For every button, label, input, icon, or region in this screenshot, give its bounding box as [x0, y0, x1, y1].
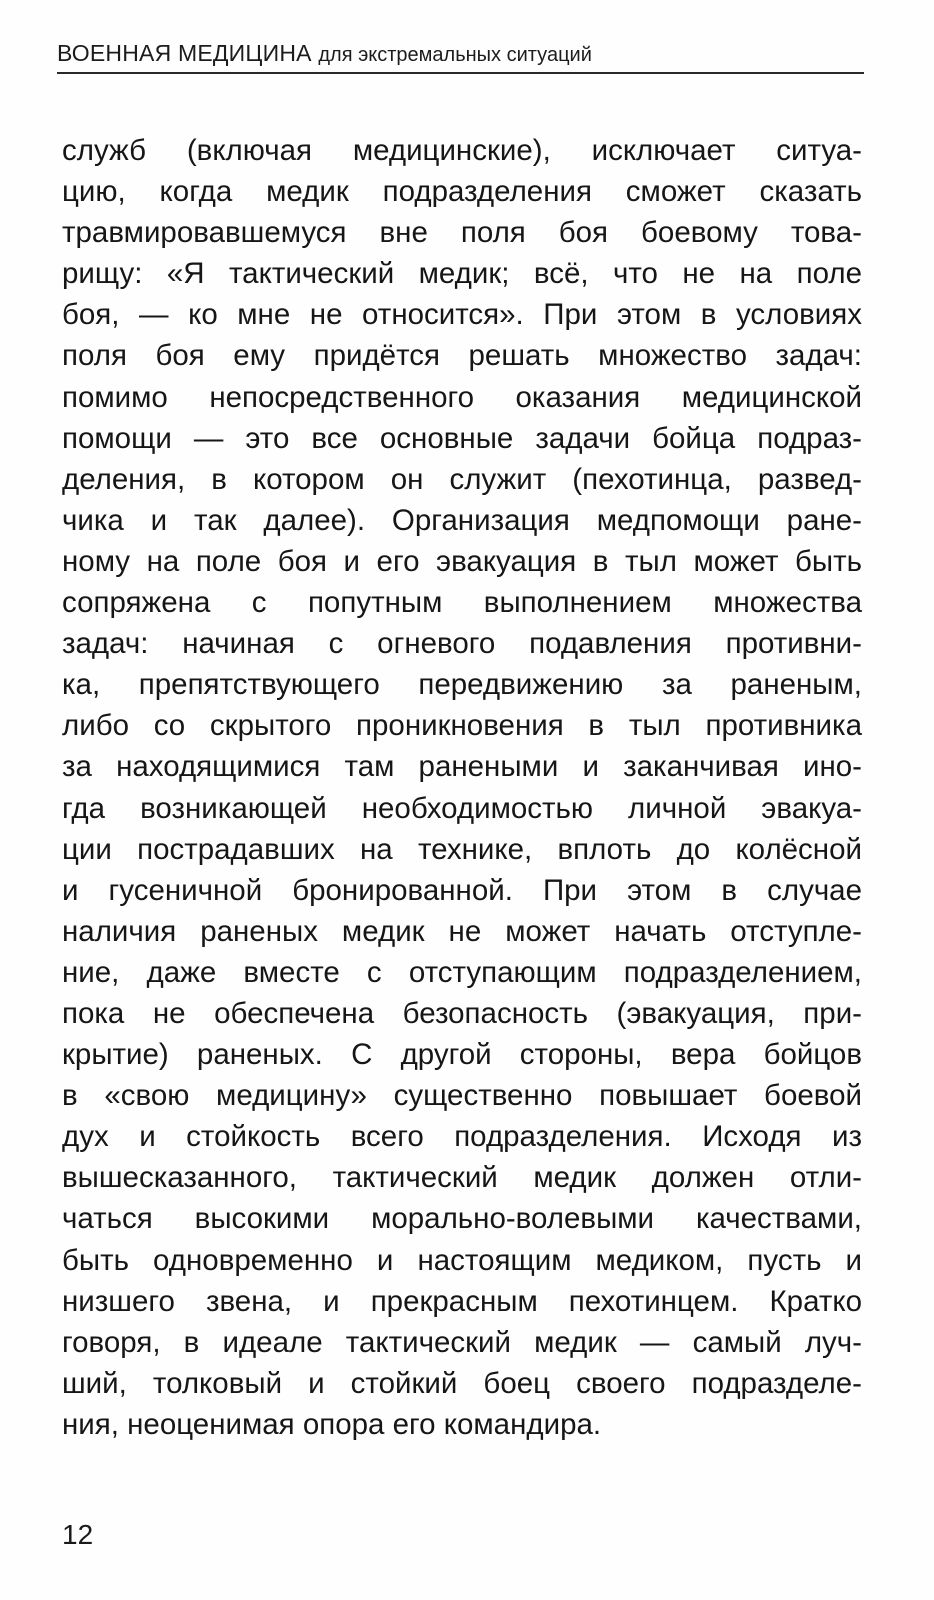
- text-line: служб (включая медицинские), исключает ситуа-: [62, 134, 862, 167]
- text-line: деления, в котором он служит (пехотинца, развед-: [62, 462, 862, 496]
- text-line: рищу: «Я тактический медик; всё, что не на поле: [62, 257, 862, 291]
- running-header: [57, 38, 592, 70]
- text-line: дух и стойкость всего подразделения. Исходя из: [62, 1120, 862, 1154]
- text-line: говоря, в идеале тактический медик — самый луч-: [62, 1325, 862, 1359]
- text-line: задач: начиная с огневого подавления противни-: [62, 627, 862, 661]
- text-line: ший, толковый и стойкий боец своего подразделе-: [62, 1366, 862, 1400]
- text-line: либо со скрытого проникновения в тыл противника: [62, 709, 862, 743]
- body-paragraph: [62, 130, 862, 1445]
- text-line: быть одновременно и настоящим медиком, пусть и: [62, 1243, 862, 1277]
- text-line: травмировавшемуся вне поля боя боевому това-: [62, 216, 862, 250]
- text-line: боя, — ко мне не относится». При этом в условиях: [62, 298, 862, 332]
- text-line: вышесказанного, тактический медик должен отли-: [62, 1161, 862, 1195]
- text-line: пока не обеспечена безопасность (эвакуация, при-: [62, 996, 862, 1030]
- text-line: помощи — это все основные задачи бойца подраз-: [62, 421, 862, 455]
- text-line: сопряжена с попутным выполнением множества: [62, 586, 862, 620]
- header-divider: [57, 72, 864, 74]
- text-line: ции пострадавших на технике, вплоть до колёсной: [62, 832, 862, 866]
- text-line: чаться высокими морально-волевыми качествами,: [62, 1202, 862, 1236]
- text-line: ние, даже вместе с отступающим подразделением,: [62, 955, 862, 989]
- text-line: чика и так далее). Организация медпомощи ране-: [62, 503, 862, 537]
- text-line: за находящимися там ранеными и заканчивая ино-: [62, 750, 862, 784]
- text-line: в «свою медицину» существенно повышает боевой: [62, 1079, 862, 1113]
- header-title-caps: ВОЕННАЯ МЕДИЦИНА: [57, 40, 312, 66]
- text-line: поля боя ему придётся решать множество задач:: [62, 339, 862, 373]
- page-number: 12: [62, 1519, 94, 1550]
- text-line: низшего звена, и прекрасным пехотинцем. Кратко: [62, 1284, 862, 1318]
- text-line: гда возникающей необходимостью личной эвакуа-: [62, 791, 862, 825]
- text-line: наличия раненых медик не может начать отступле-: [62, 914, 862, 948]
- text-line: ния, неоценимая опора его командира.: [62, 1407, 602, 1441]
- text-line: ка, препятствующего передвижению за раненым,: [62, 668, 862, 702]
- text-line: крытие) раненых. С другой стороны, вера бойцов: [62, 1038, 862, 1072]
- text-line: цию, когда медик подразделения сможет сказать: [62, 175, 862, 209]
- header-title-rest: для экстремальных ситуаций: [318, 44, 592, 66]
- text-line: помимо непосредственного оказания медицинской: [62, 380, 862, 414]
- text-line: ному на поле боя и его эвакуация в тыл может быть: [62, 544, 862, 578]
- text-line: и гусеничной бронированной. При этом в случае: [62, 873, 862, 907]
